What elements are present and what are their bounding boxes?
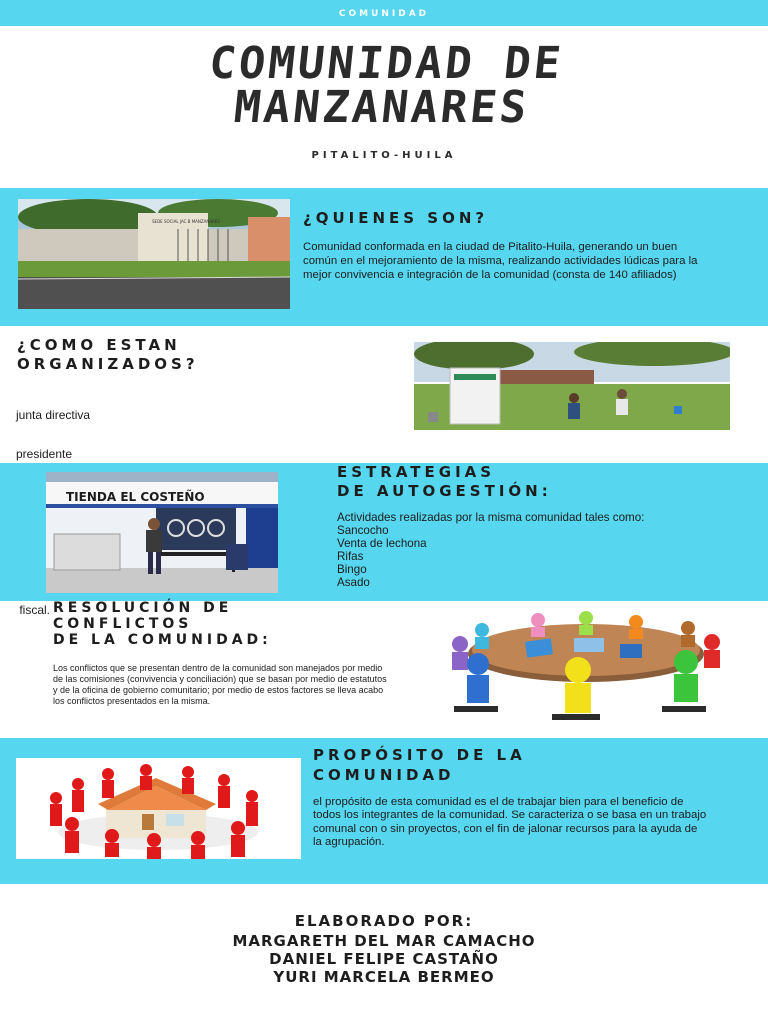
estrategias-intro: Actividades realizadas por la misma comunidad tales como: bbox=[337, 511, 645, 524]
conflictos-heading bbox=[53, 600, 272, 648]
page-subtitle: PITALITO-HUILA bbox=[311, 150, 457, 161]
page-title bbox=[0, 38, 768, 133]
page-title-line1: COMUNIDAD DE bbox=[206, 38, 566, 89]
activity-item: Rifas bbox=[337, 550, 364, 563]
house-team-illustration bbox=[16, 758, 301, 859]
proposito-heading-line1: PROPÓSITO DE LA bbox=[313, 746, 526, 764]
author-name: YURI MARCELA BERMEO bbox=[273, 968, 495, 986]
author-name: DANIEL FELIPE CASTAÑO bbox=[269, 950, 499, 968]
community-activity-photo bbox=[414, 342, 730, 430]
proposito-heading bbox=[313, 745, 526, 785]
conflictos-heading-line3: DE LA COMUNIDAD: bbox=[53, 632, 272, 648]
tienda-sign: TIENDA EL COSTEÑO bbox=[66, 490, 205, 504]
proposito-body: el propósito de esta comunidad es el de trabajar bien para el beneficio de todos los integrantes de la comunidad. Se caracteriza o se basa en un trabajo comunal con o sin proyectos, con el fin de jalonar recursos para la ayuda de la agrupación. bbox=[313, 796, 707, 849]
sede-social-sign: SEDE SOCIAL JAC B MANZANARES bbox=[152, 219, 220, 224]
quienes-heading: ¿QUIENES SON? bbox=[303, 209, 489, 227]
activity-item: Bingo bbox=[337, 563, 367, 576]
organizados-heading-line1: ¿COMO ESTAN bbox=[17, 336, 181, 354]
conflictos-body: Los conflictos que se presentan dentro de la comunidad son manejados por medio de las comisiones (convivencia y conciliación) que se basan por medio de estatutos y de la oficina de gobierno comunitario; por medio de estos factores se lleva acabo los conflictos presentados en la misma. bbox=[53, 663, 387, 706]
page-title-line2: MANZANARES bbox=[231, 82, 532, 133]
sede-social-photo bbox=[18, 199, 290, 309]
credits-heading: ELABORADO POR: bbox=[294, 912, 474, 930]
estrategias-heading-line2: DE AUTOGESTIÓN: bbox=[337, 482, 552, 500]
estrategias-heading-line1: ESTRATEGIAS bbox=[337, 463, 496, 481]
estrategias-body bbox=[337, 511, 712, 589]
role-item: fiscal. bbox=[16, 603, 51, 617]
top-banner bbox=[0, 0, 768, 26]
role-item: junta directiva bbox=[16, 408, 91, 422]
organizados-heading-line2: ORGANIZADOS? bbox=[17, 355, 199, 373]
activity-item: Venta de lechona bbox=[337, 537, 427, 550]
organizados-heading bbox=[17, 336, 199, 374]
category-label: COMUNIDAD bbox=[338, 9, 430, 19]
activity-item: Sancocho bbox=[337, 524, 389, 537]
proposito-heading-line2: COMUNIDAD bbox=[313, 766, 455, 784]
tienda-photo bbox=[46, 472, 278, 593]
round-table-illustration bbox=[434, 610, 738, 728]
activity-item: Asado bbox=[337, 576, 370, 589]
estrategias-heading bbox=[337, 463, 552, 501]
conflictos-heading-line2: CONFLICTOS bbox=[53, 616, 193, 632]
role-item: presidente bbox=[16, 447, 73, 461]
author-name: MARGARETH DEL MAR CAMACHO bbox=[232, 932, 536, 950]
quienes-body: Comunidad conformada en la ciudad de Pitalito-Huila, generando un buen común en el mejoramiento de la misma, realizando actividades lúdicas para la mejor convivencia e integración de la comunidad (consta de 140 afiliados) bbox=[303, 241, 698, 281]
conflictos-heading-line1: RESOLUCIÓN DE bbox=[53, 600, 233, 616]
